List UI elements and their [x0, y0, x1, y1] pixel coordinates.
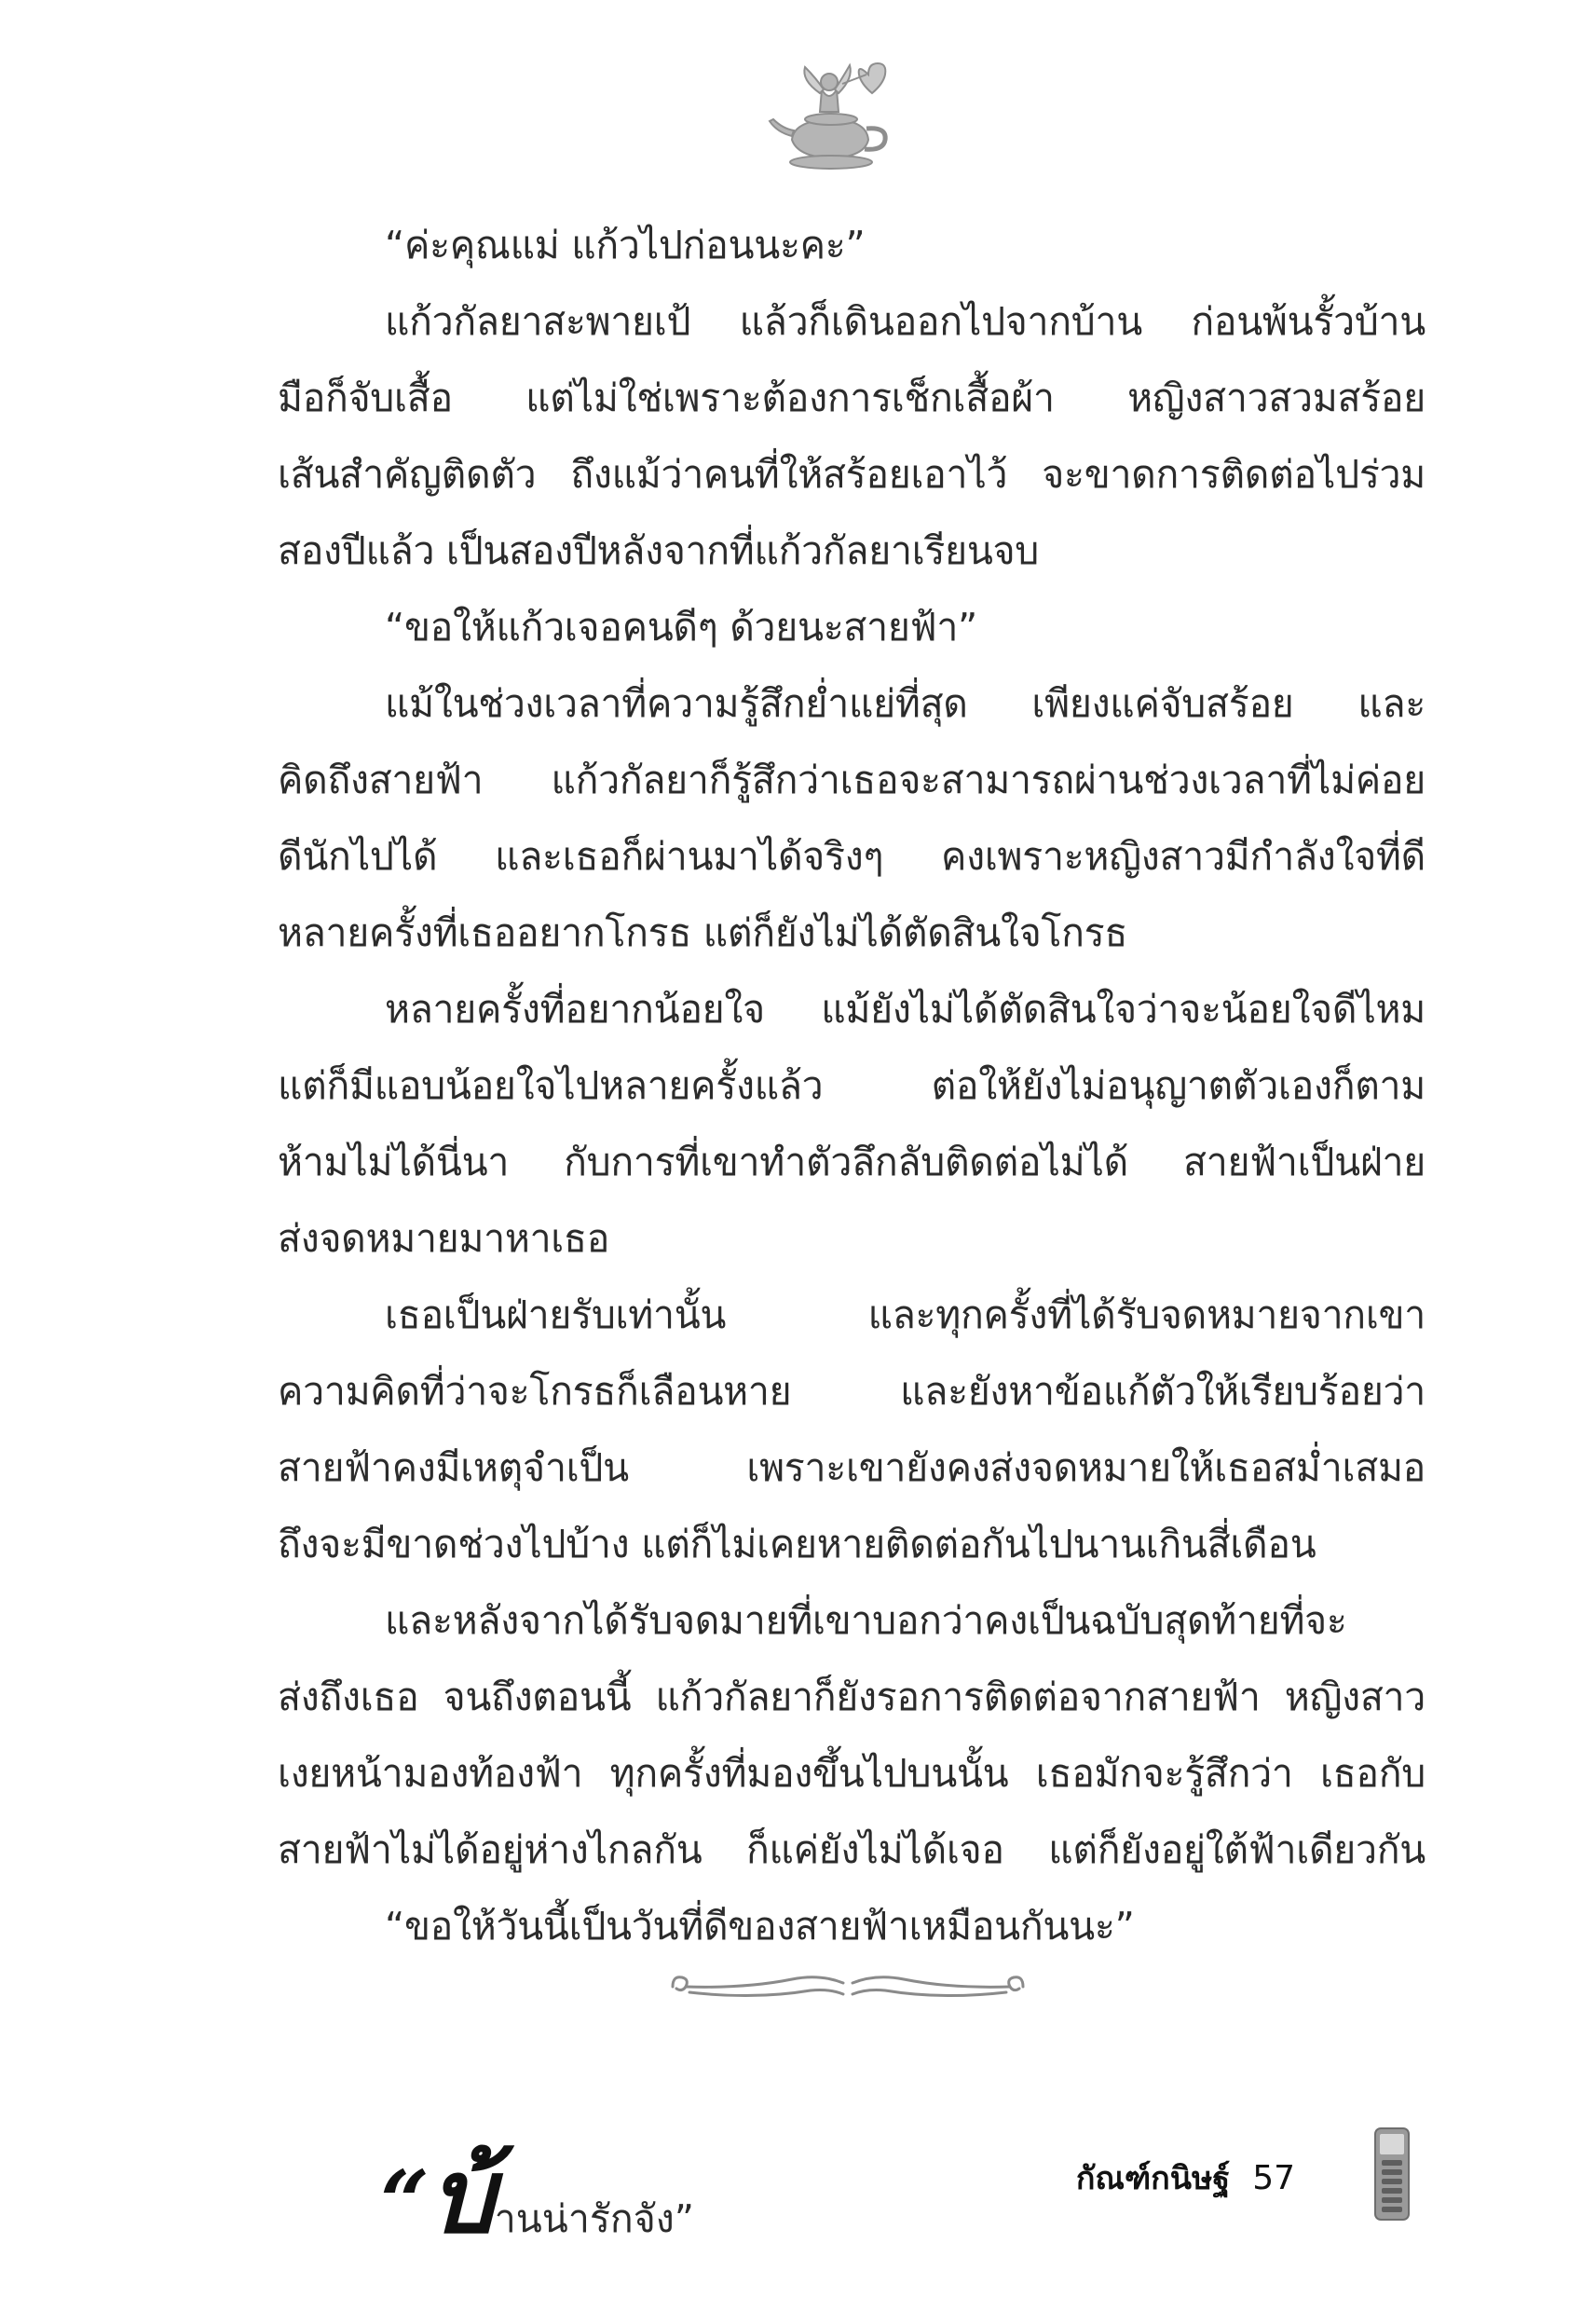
text-line: “ขอให้วันนี้เป็นวันที่ดีของสายฟ้าเหมือนกันนะ”	[385, 1904, 1135, 1949]
text-line: หลายครั้งที่เธออยากโกรธ แต่ก็ยังไม่ได้ตัดสินใจโกรธ	[278, 910, 1128, 955]
text-line: สายฟ้าคงมีเหตุจำเป็น เพราะเขายังคงส่งจดหมายให้เธอสม่ำเสมอ	[278, 1445, 1425, 1490]
opening-text: านน่ารักจัง”	[494, 2196, 694, 2241]
text-line: มือก็จับเสื้อ แต่ไม่ใช่เพราะต้องการเช็กเสื้อผ้า หญิงสาวสวมสร้อย	[278, 376, 1425, 420]
body-text	[278, 207, 1425, 1964]
text-line: ความคิดที่ว่าจะโกรธก็เลือนหาย และยังหาข้อแก้ตัวให้เรียบร้อยว่า	[278, 1369, 1425, 1414]
text-line: “ค่ะคุณแม่ แก้วไปก่อนนะคะ”	[385, 223, 866, 267]
text-line: สายฟ้าไม่ได้อยู่ห่างไกลกัน ก็แค่ยังไม่ได้เจอ แต่ก็ยังอยู่ใต้ฟ้าเดียวกัน	[278, 1827, 1425, 1872]
page-number: 57	[1252, 2159, 1295, 2197]
opening-quote: “	[380, 2152, 430, 2252]
text-line: ส่งถึงเธอ จนถึงตอนนี้ แก้วกัลยาก็ยังรอการติดต่อจากสายฟ้า หญิงสาว	[278, 1675, 1425, 1719]
text-line: ถึงจะมีขาดช่วงไปบ้าง แต่ก็ไม่เคยหายติดต่อกันไปนานเกินสี่เดือน	[278, 1522, 1316, 1566]
text-line: ส่งจดหมายมาหาเธอ	[278, 1216, 610, 1261]
text-line: ดีนักไปได้ และเธอก็ผ่านมาได้จริงๆ คงเพราะหญิงสาวมีกำลังใจที่ดี	[278, 834, 1425, 879]
scroll-flourish-icon	[652, 1966, 1044, 2007]
text-line: แก้วกัลยาสะพายเป้ แล้วก็เดินออกไปจากบ้าน ก่อนพ้นรั้วบ้าน	[385, 299, 1425, 344]
text-line: สองปีแล้ว เป็นสองปีหลังจากที่แก้วกัลยาเรียนจบ	[278, 528, 1040, 573]
page-footer	[1016, 2153, 1295, 2208]
text-line: “ขอให้แก้วเจอคนดีๆ ด้วยนะสายฟ้า”	[385, 605, 977, 650]
drop-cap: บ้	[429, 2136, 495, 2256]
text-line: แต่ก็มีแอบน้อยใจไปหลายครั้งแล้ว ต่อให้ยังไม่อนุญาตตัวเองก็ตาม	[278, 1063, 1425, 1108]
device-icon	[1373, 2126, 1411, 2222]
text-line: เส้นสำคัญติดตัว ถึงแม้ว่าคนที่ให้สร้อยเอาไว้ จะขาดการติดต่อไปร่วม	[278, 452, 1425, 497]
chapter-opening	[380, 2115, 694, 2277]
text-line: และหลังจากได้รับจดมายที่เขาบอกว่าคงเป็นฉบับสุดท้ายที่จะ	[385, 1598, 1347, 1643]
teapot-cupid-icon	[764, 47, 913, 186]
text-line: หลายครั้งที่อยากน้อยใจ แม้ยังไม่ได้ตัดสินใจว่าจะน้อยใจดีไหม	[385, 987, 1425, 1032]
text-line: เงยหน้ามองท้องฟ้า ทุกครั้งที่มองขึ้นไปบนนั้น เธอมักจะรู้สึกว่า เธอกับ	[278, 1751, 1425, 1796]
text-line: ห้ามไม่ได้นี่นา กับการที่เขาทำตัวลึกลับติดต่อไม่ได้ สายฟ้าเป็นฝ่าย	[278, 1140, 1425, 1184]
book-title: กัณฑ์กนิษฐ์	[1075, 2160, 1231, 2197]
text-line: แม้ในช่วงเวลาที่ความรู้สึกย่ำแย่ที่สุด เพียงแค่จับสร้อย และ	[385, 681, 1425, 726]
text-line: คิดถึงสายฟ้า แก้วกัลยาก็รู้สึกว่าเธอจะสามารถผ่านช่วงเวลาที่ไม่ค่อย	[278, 758, 1425, 802]
text-line: เธอเป็นฝ่ายรับเท่านั้น และทุกครั้งที่ได้รับจดหมายจากเขา	[385, 1292, 1425, 1337]
